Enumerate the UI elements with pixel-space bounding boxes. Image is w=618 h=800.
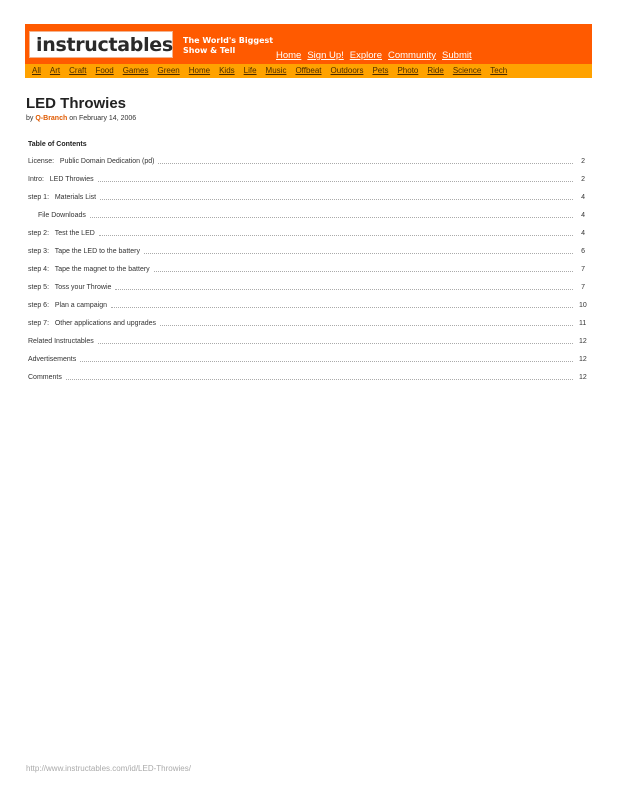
toc-entry-label: step 6: Plan a campaign xyxy=(28,302,107,309)
tagline xyxy=(183,36,273,56)
category-link-kids[interactable]: Kids xyxy=(219,66,235,75)
toc-entry-label: step 4: Tape the magnet to the battery xyxy=(28,266,150,273)
toc-entry-step-2[interactable] xyxy=(28,228,585,238)
toc-entry-file-downloads[interactable] xyxy=(28,210,585,220)
category-link-life[interactable]: Life xyxy=(243,66,257,75)
category-links xyxy=(32,65,507,77)
toc-entry-related[interactable] xyxy=(28,336,585,346)
category-link-science[interactable]: Science xyxy=(452,66,482,75)
category-link-all[interactable]: All xyxy=(32,66,41,75)
category-link-tech[interactable]: Tech xyxy=(490,66,508,75)
toc-heading: Table of Contents xyxy=(28,141,87,148)
toc-entry-intro[interactable] xyxy=(28,174,585,184)
category-link-art[interactable]: Art xyxy=(49,66,61,75)
byline xyxy=(26,115,136,122)
tagline-line1: The World's Biggest xyxy=(183,36,274,45)
author-link[interactable]: Q-Branch xyxy=(35,115,68,122)
toc-page-number: 6 xyxy=(581,248,585,255)
nav-home-link[interactable]: Home xyxy=(276,50,302,61)
category-link-photo[interactable]: Photo xyxy=(397,66,419,75)
category-link-home[interactable]: Home xyxy=(188,66,211,75)
toc-page-number: 2 xyxy=(581,158,585,165)
toc-entry-label: Advertisements xyxy=(28,356,77,363)
category-link-games[interactable]: Games xyxy=(122,66,149,75)
dot-leader xyxy=(144,253,573,254)
toc-entry-label: Related Instructables xyxy=(28,338,94,345)
dot-leader xyxy=(98,343,573,344)
toc-entry-label: step 7: Other applications and upgrades xyxy=(28,320,157,327)
toc-page-number: 7 xyxy=(581,266,585,273)
toc-entry-comments[interactable] xyxy=(28,372,585,382)
toc-entry-label: Intro: LED Throwies xyxy=(28,176,94,183)
toc-page-number: 12 xyxy=(579,338,587,345)
category-link-music[interactable]: Music xyxy=(265,66,287,75)
dot-leader xyxy=(98,181,573,182)
dot-leader xyxy=(66,379,573,380)
toc-page-number: 12 xyxy=(579,374,587,381)
toc-page-number: 10 xyxy=(579,302,587,309)
nav-signup-link[interactable]: Sign Up! xyxy=(307,50,344,61)
nav-submit-link[interactable]: Submit xyxy=(442,50,472,61)
dot-leader xyxy=(158,163,573,164)
toc-page-number: 2 xyxy=(581,176,585,183)
category-link-food[interactable]: Food xyxy=(95,66,114,75)
dot-leader xyxy=(154,271,573,272)
toc-entry-label: step 5: Toss your Throwie xyxy=(28,284,112,291)
category-link-ride[interactable]: Ride xyxy=(427,66,444,75)
category-link-offbeat[interactable]: Offbeat xyxy=(295,66,322,75)
toc-entry-advertisements[interactable] xyxy=(28,354,585,364)
instructables-logo[interactable] xyxy=(29,31,173,58)
toc-entry-step-1[interactable] xyxy=(28,192,585,202)
toc-entry-license[interactable] xyxy=(28,156,585,166)
toc-entry-step-7[interactable] xyxy=(28,318,585,328)
header-banner xyxy=(25,24,592,64)
dot-leader xyxy=(160,325,573,326)
toc-page-number: 4 xyxy=(581,194,585,201)
toc-entry-label: step 2: Test the LED xyxy=(28,230,95,237)
dot-leader xyxy=(115,289,573,290)
dot-leader xyxy=(100,199,573,200)
tagline-line2: Show & Tell xyxy=(183,46,236,55)
dot-leader xyxy=(80,361,573,362)
category-link-pets[interactable]: Pets xyxy=(372,66,389,75)
toc-entry-step-5[interactable] xyxy=(28,282,585,292)
toc-entry-step-3[interactable] xyxy=(28,246,585,256)
top-nav xyxy=(276,50,472,61)
toc-entry-step-4[interactable] xyxy=(28,264,585,274)
dot-leader xyxy=(111,307,573,308)
byline-by: by xyxy=(26,115,34,122)
category-link-outdoors[interactable]: Outdoors xyxy=(330,66,364,75)
toc-entry-label: Comments xyxy=(28,374,62,381)
dot-leader xyxy=(90,217,573,218)
logo-text: instructables xyxy=(36,34,173,56)
toc-entry-label: License: Public Domain Dedication (pd) xyxy=(28,158,155,165)
toc-entry-label: File Downloads xyxy=(38,212,86,219)
footer-url: http://www.instructables.com/id/LED-Throwies/ xyxy=(26,764,191,773)
toc-page-number: 4 xyxy=(581,230,585,237)
category-link-green[interactable]: Green xyxy=(157,66,180,75)
page-title: LED Throwies xyxy=(26,95,127,112)
toc-entry-label: step 1: Materials List xyxy=(28,194,97,201)
toc-page-number: 4 xyxy=(581,212,585,219)
toc-page-number: 12 xyxy=(579,356,587,363)
toc-entry-label: step 3: Tape the LED to the battery xyxy=(28,248,140,255)
category-link-craft[interactable]: Craft xyxy=(69,66,87,75)
nav-explore-link[interactable]: Explore xyxy=(349,50,382,61)
nav-community-link[interactable]: Community xyxy=(388,50,437,61)
toc-page-number: 11 xyxy=(579,320,587,327)
toc-page-number: 7 xyxy=(581,284,585,291)
byline-date: on February 14, 2006 xyxy=(69,115,137,122)
dot-leader xyxy=(99,235,573,236)
category-bar xyxy=(25,64,592,78)
toc-entry-step-6[interactable] xyxy=(28,300,585,310)
